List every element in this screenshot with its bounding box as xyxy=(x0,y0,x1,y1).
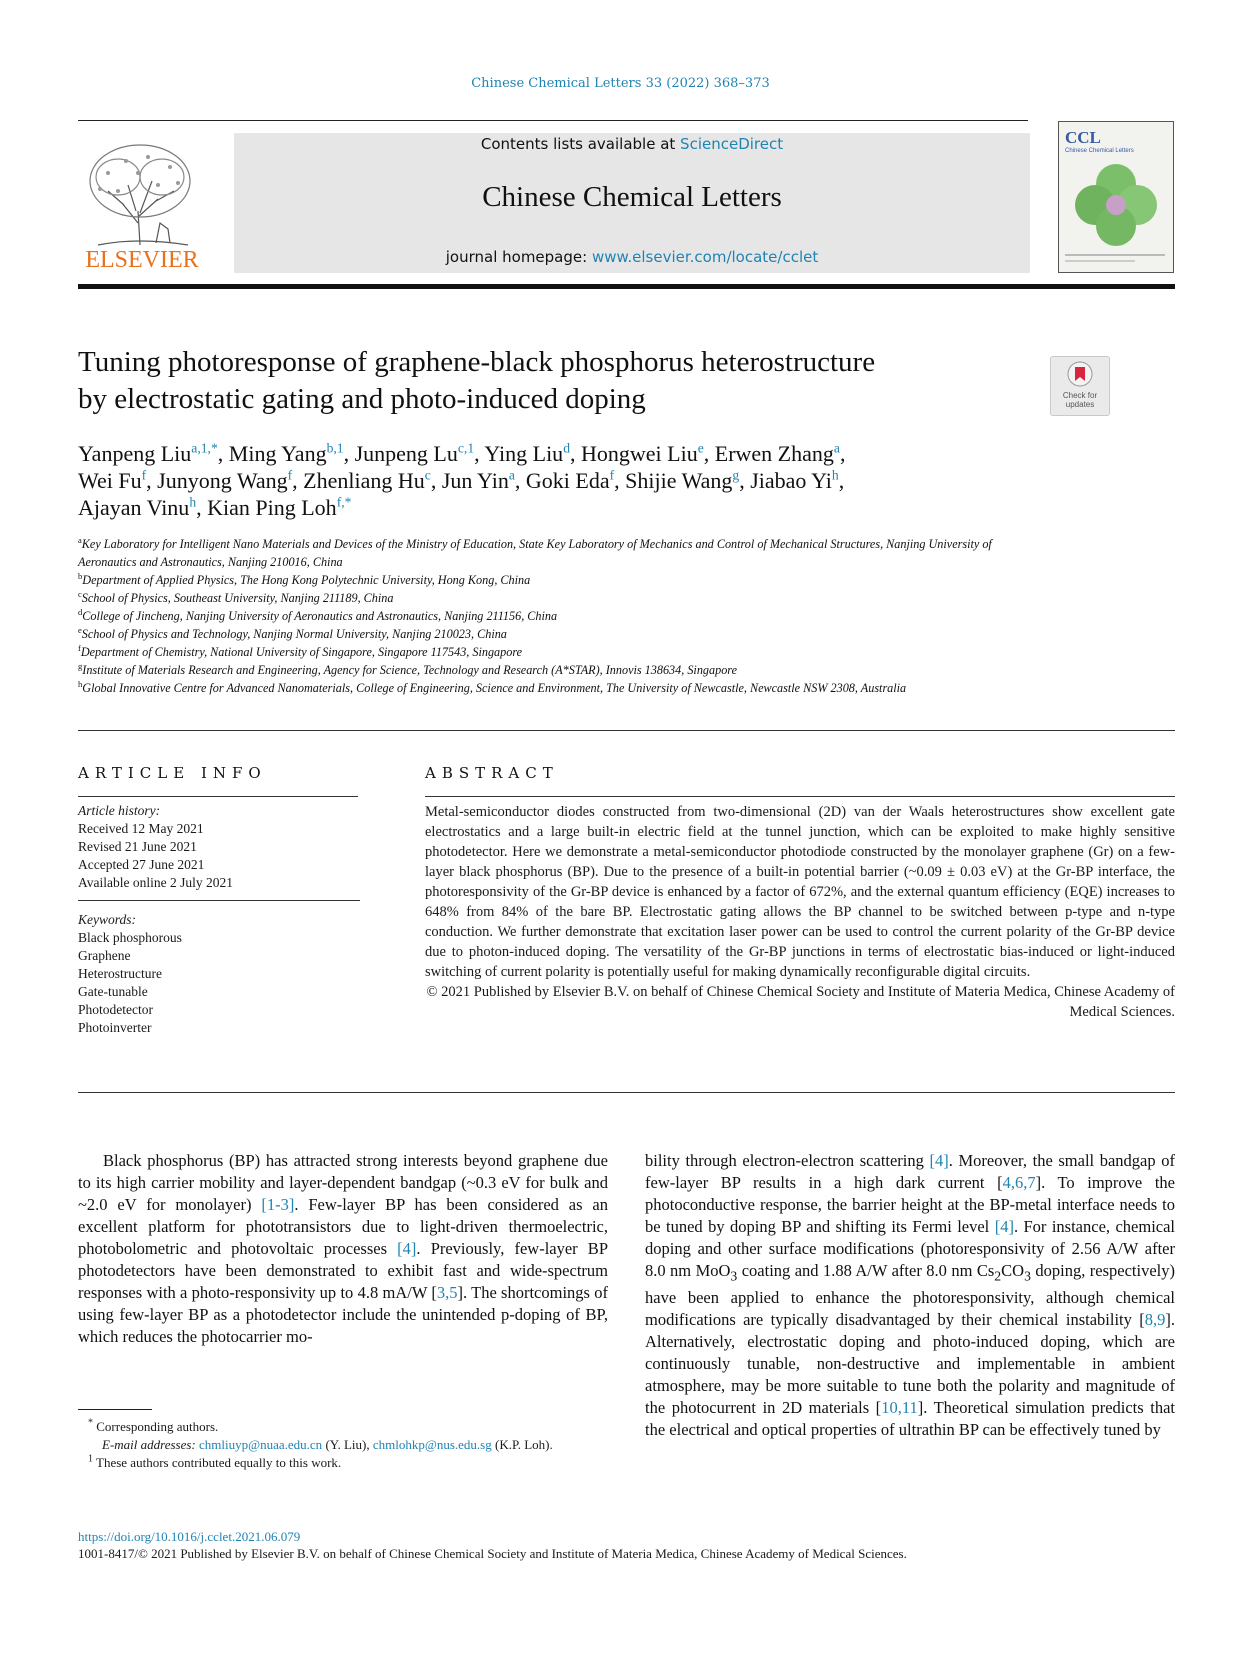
body-text: . Few-layer BP has been considered as an excellent platform for phototransistors due to light-driven thermoelectric, photobolometric and photovoltaic processes xyxy=(78,1195,608,1258)
keywords-label: Keywords: xyxy=(78,912,136,927)
author-name[interactable]: Junyong Wang xyxy=(157,468,288,493)
keyword[interactable]: Gate-tunable xyxy=(78,984,148,999)
citation-link[interactable]: 10,11 xyxy=(881,1398,918,1418)
affiliation xyxy=(78,679,1038,697)
doi-link[interactable]: https://doi.org/10.1016/j.cclet.2021.06.079 xyxy=(78,1529,301,1544)
affiliation-key: f xyxy=(78,642,81,653)
journal-cover[interactable] xyxy=(1058,121,1174,273)
keyword[interactable]: Heterostructure xyxy=(78,966,162,981)
affiliation-text: School of Physics, Southeast University, Nanjing 211189, China xyxy=(81,591,394,605)
history-item: Available online 2 July 2021 xyxy=(78,875,233,890)
body-text: . For instance, chemical doping and other surface modifications (photoresponsivity of 2.56 A/W after 8.0 nm MoO xyxy=(645,1217,1176,1280)
author-affil-sup[interactable]: f xyxy=(287,467,293,483)
author-line-1 xyxy=(78,440,1078,467)
abstract xyxy=(425,802,1175,1022)
affiliation-text: Department of Applied Physics, The Hong Kong Polytechnic University, Hong Kong, China xyxy=(82,573,531,587)
affiliation-text: Global Innovative Centre for Advanced Nanomaterials, College of Engineering, Science and Environment, The University of Newcastle, Newcastle NSW 2308, Australia xyxy=(82,681,907,695)
footnote-emails xyxy=(78,1436,608,1454)
affiliation-key: g xyxy=(78,660,83,671)
article-title xyxy=(78,344,1038,418)
contents-prefix: Contents lists available at xyxy=(480,135,681,153)
citation-link[interactable]: 3,5 xyxy=(436,1283,458,1302)
header-thick-rule xyxy=(78,284,1175,289)
author-sep: , xyxy=(292,468,304,493)
history-item: Revised 21 June 2021 xyxy=(78,839,197,854)
affiliation-key: e xyxy=(78,624,82,635)
author-name[interactable]: Zhenliang Hu xyxy=(303,468,425,493)
author-line-2 xyxy=(78,467,1078,494)
subscript: 2 xyxy=(994,1268,1002,1284)
body-text: . Previously, few-layer BP photodetectors have been demonstrated to exhibit fast and wide-spectrum responses with a photo-responsivity up to 4.8 mA/W [ xyxy=(78,1239,608,1302)
author-affil-sup[interactable]: a xyxy=(833,440,840,456)
footnote-corresponding xyxy=(78,1418,608,1436)
keyword[interactable]: Black phosphorous xyxy=(78,930,182,945)
body-paragraph xyxy=(645,1150,1175,1441)
author-sep: , xyxy=(474,441,485,466)
citation-link[interactable]: 4,6,7 xyxy=(1002,1173,1036,1192)
footnote-text: Corresponding authors. xyxy=(96,1419,219,1434)
keyword[interactable]: Photodetector xyxy=(78,1002,153,1017)
keyword[interactable]: Graphene xyxy=(78,948,131,963)
author-affil-sup[interactable]: a,1,* xyxy=(191,440,218,456)
clover-cover-icon xyxy=(1073,162,1159,248)
journal-citation[interactable]: Chinese Chemical Letters 33 (2022) 368–373 xyxy=(471,76,770,91)
author-name[interactable]: Yanpeng Liu xyxy=(78,441,192,466)
homepage-line xyxy=(234,248,1030,266)
journal-name: Chinese Chemical Letters xyxy=(482,181,782,213)
author-name[interactable]: Ying Liu xyxy=(484,441,564,466)
author-sep: , xyxy=(739,468,751,493)
citation-link[interactable]: [4] xyxy=(929,1151,949,1170)
email-link[interactable]: chmliuyp@nuaa.edu.cn xyxy=(199,1437,323,1452)
cover-footer-line xyxy=(1065,260,1135,262)
author-sep: , xyxy=(514,468,526,493)
citation-link[interactable]: [4] xyxy=(994,1217,1014,1236)
affiliation-text: School of Physics and Technology, Nanjing Normal University, Nanjing 210023, China xyxy=(81,627,507,641)
journal-banner xyxy=(234,133,1030,273)
email-owner: (K.P. Loh). xyxy=(491,1437,553,1452)
author-name[interactable]: Wei Fu xyxy=(78,468,142,493)
author-affil-sup[interactable]: c xyxy=(424,467,431,483)
body-text: doping, respectively) have been applied to enhance the photoresponsivity, although chemical modifications are typically disadvantaged by their chemical instability [ xyxy=(645,1261,1175,1330)
author-affil-sup[interactable]: b,1 xyxy=(326,440,344,456)
body-text: ]. Alternatively, electrostatic doping and photo-induced doping, which are continuously tunable, non-destructive and implementable in ambient atmosphere, may be more suitable to tune both the polarity and magnitude of the photocurrent in 2D materials [ xyxy=(645,1310,1175,1418)
author-name[interactable]: Jun Yin xyxy=(441,468,509,493)
body-column-right xyxy=(645,1150,1175,1441)
author-line-3 xyxy=(78,494,1078,521)
body-text: coating and 1.88 A/W after 8.0 nm Cs xyxy=(737,1261,995,1280)
author-affil-sup[interactable]: g xyxy=(732,467,740,483)
author-affil-sup[interactable]: e xyxy=(697,440,704,456)
header-rule xyxy=(78,120,1028,121)
affiliation-text: Institute of Materials Research and Engineering, Agency for Science, Technology and Research (A*STAR), Innovis 138634, Singapore xyxy=(82,663,737,677)
elsevier-wordmark: ELSEVIER xyxy=(85,247,199,273)
author-affil-sup[interactable]: a xyxy=(508,467,515,483)
body-text: CO xyxy=(1001,1261,1025,1280)
body-paragraph xyxy=(78,1150,608,1348)
subscript: 3 xyxy=(730,1268,738,1284)
affiliation xyxy=(78,571,1038,589)
author-name[interactable]: Hongwei Liu xyxy=(581,441,698,466)
affiliation-text: Key Laboratory for Intelligent Nano Materials and Devices of the Ministry of Education, State Key Laboratory of Mechanics and Control of Mechanical Structures, Nanjing University of Aeronautics and Astronautics, Nanjing 210016, China xyxy=(78,537,992,569)
keyword[interactable]: Photoinverter xyxy=(78,1020,152,1035)
body-text: ]. To improve the photoconductive response, the barrier height at the BP-metal interface needs to be tuned by doping BP and shifting its Fermi level xyxy=(645,1173,1175,1236)
author-sep: , xyxy=(570,441,581,466)
crossmark-label-2: updates xyxy=(1065,400,1095,409)
cover-subtitle: Chinese Chemical Letters xyxy=(1065,148,1134,154)
affiliations xyxy=(78,535,1038,697)
author-affil-sup[interactable]: h xyxy=(831,467,839,483)
sciencedirect-link[interactable]: ScienceDirect xyxy=(680,135,784,153)
footnote-marker: 1 xyxy=(88,1453,93,1465)
affiliation xyxy=(78,535,1038,571)
check-for-updates-button[interactable] xyxy=(1050,356,1110,416)
elsevier-logo[interactable] xyxy=(78,133,206,273)
keywords-rule xyxy=(78,900,360,901)
section-rule xyxy=(78,730,1175,731)
history-label: Article history: xyxy=(78,803,161,818)
body-text: . Moreover, the small bandgap of few-layer BP results in a high dark current [ xyxy=(645,1151,1175,1192)
author-sep: , xyxy=(614,468,626,493)
footnote-marker: * xyxy=(88,1417,93,1429)
footnote-text: These authors contributed equally to this work. xyxy=(96,1455,342,1470)
footnote-rule xyxy=(78,1409,152,1410)
title-line-1: Tuning photoresponse of graphene-black phosphorus heterostructure xyxy=(78,346,876,378)
subscript: 3 xyxy=(1024,1268,1031,1284)
email-owner: (Y. Liu), xyxy=(322,1437,373,1452)
author-sep: , xyxy=(839,441,846,466)
affiliation-key: h xyxy=(78,678,83,689)
title-line-2: by electrostatic gating and photo-induced doping xyxy=(78,383,646,415)
author-name[interactable]: Ming Yang xyxy=(228,441,327,466)
author-name[interactable]: Erwen Zhang xyxy=(714,441,834,466)
body-text: ]. Theoretical simulation predicts that the electrical and optical properties of ultrathin BP can be effectively tuned by xyxy=(645,1398,1175,1440)
author-sep: , xyxy=(217,441,229,466)
affiliation-key: a xyxy=(78,534,82,545)
affiliation xyxy=(78,607,1038,625)
body-text: ]. The shortcomings of using few-layer BP as a photodetector include the unintended p-doping of BP, which reduces the photocarrier mo- xyxy=(78,1283,608,1346)
abstract-rule xyxy=(425,796,1175,797)
abstract-text: Metal-semiconductor diodes constructed from two-dimensional (2D) van der Waals heterostructures show excellent gate electrostatics and a large built-in electric field at the tunnel junction, which can be exploited to make highly sensitive photodetector. Here we demonstrate a metal-semiconductor photodiode constructed by the monolayer graphene (Gr) on a few-layer black phosphorus (BP). Due to the presence of a built-in potential barrier (~0.09 ± 0.03 eV) at the Gr-BP interface, the photoresponsivity of the Gr-BP device is enhanced by a factor of 672%, and the external quantum efficiency (EQE) increases to 648% from 84% of the bare BP. Electrostatic gating allows the BP channel to be switched between p-type and n-type conduction. We further demonstrate that excitation laser power can be used to control the current polarity of the Gr-BP device due to photon-induced doping. The versatility of the Gr-BP junctions in terms of electrostatic bias-induced or light-induced switching of current polarity is potentially useful for making dynamically reconfigurable digital circuits. xyxy=(425,804,1175,980)
citation-link[interactable]: 8,9 xyxy=(1144,1310,1166,1330)
author-sep: , xyxy=(430,468,442,493)
history-item: Received 12 May 2021 xyxy=(78,821,204,836)
author-sep: , xyxy=(703,441,715,466)
email-link[interactable]: chmlohkp@nus.edu.sg xyxy=(372,1437,492,1452)
body-text: bility through electron-electron scattering xyxy=(645,1151,930,1170)
citation-link[interactable]: [1-3] xyxy=(261,1195,295,1214)
article-info-heading: ARTICLE INFO xyxy=(78,764,267,782)
affiliation xyxy=(78,589,1038,607)
issn-copyright: 1001-8417/© 2021 Published by Elsevier B.V. on behalf of Chinese Chemical Society and Institute of Materia Medica, Chinese Academy of Medical Sciences. xyxy=(78,1546,907,1561)
author-sep: , xyxy=(838,468,845,493)
affiliation-key: b xyxy=(78,570,83,581)
section-rule xyxy=(78,1092,1175,1093)
author-name[interactable]: Jiabao Yi xyxy=(750,468,832,493)
homepage-prefix: journal homepage: xyxy=(445,248,592,266)
footnote-equal-contribution xyxy=(78,1454,608,1472)
author-sep: , xyxy=(196,495,208,520)
author-sep: , xyxy=(343,441,355,466)
author-affil-sup[interactable]: f xyxy=(141,467,147,483)
footnotes xyxy=(78,1418,608,1472)
author-name[interactable]: Ajayan Vinu xyxy=(78,495,190,520)
affiliation xyxy=(78,661,1038,679)
history-item: Accepted 27 June 2021 xyxy=(78,857,205,872)
affiliation-key: c xyxy=(78,588,82,599)
affiliation-text: College of Jincheng, Nanjing University of Aeronautics and Astronautics, Nanjing 211156, China xyxy=(82,609,558,623)
abstract-heading: ABSTRACT xyxy=(425,764,559,782)
citation-link[interactable]: [4] xyxy=(397,1239,417,1258)
affiliation-text: Department of Chemistry, National University of Singapore, Singapore 117543, Singapore xyxy=(80,645,523,659)
author-affil-sup[interactable]: h xyxy=(189,494,197,510)
author-affil-sup[interactable]: c,1 xyxy=(457,440,475,456)
author-sep: , xyxy=(146,468,158,493)
author-affil-sup[interactable]: f xyxy=(609,467,615,483)
cover-footer-line xyxy=(1065,254,1165,256)
crossmark-icon xyxy=(1067,361,1093,387)
affiliation xyxy=(78,625,1038,643)
abstract-copyright: © 2021 Published by Elsevier B.V. on behalf of Chinese Chemical Society and Institute of Materia Medica, Chinese Academy of Medical Sciences. xyxy=(426,984,1175,1020)
body-column-left xyxy=(78,1150,608,1348)
contents-line xyxy=(234,135,1030,153)
affiliation-key: d xyxy=(78,606,83,617)
email-label: E-mail addresses: xyxy=(102,1437,200,1452)
cover-title: CCL xyxy=(1065,128,1101,147)
author-name[interactable]: Shijie Wang xyxy=(625,468,733,493)
article-info xyxy=(78,802,360,1037)
affiliation xyxy=(78,643,1038,661)
author-list xyxy=(78,440,1078,521)
article-info-rule xyxy=(78,796,358,797)
crossmark-label-1: Check for xyxy=(1062,391,1098,400)
author-affil-sup[interactable]: f,* xyxy=(336,494,352,510)
author-name[interactable]: Kian Ping Loh xyxy=(207,495,337,520)
author-name[interactable]: Goki Eda xyxy=(525,468,610,493)
author-affil-sup[interactable]: d xyxy=(563,440,570,456)
author-name[interactable]: Junpeng Lu xyxy=(354,441,458,466)
body-text: Black phosphorus (BP) has attracted strong interests beyond graphene due to its high carrier mobility and layer-dependent bandgap (~0.3 eV for bulk and ~2.0 eV for monolayer) xyxy=(78,1151,608,1214)
homepage-link[interactable]: www.elsevier.com/locate/cclet xyxy=(591,248,819,266)
